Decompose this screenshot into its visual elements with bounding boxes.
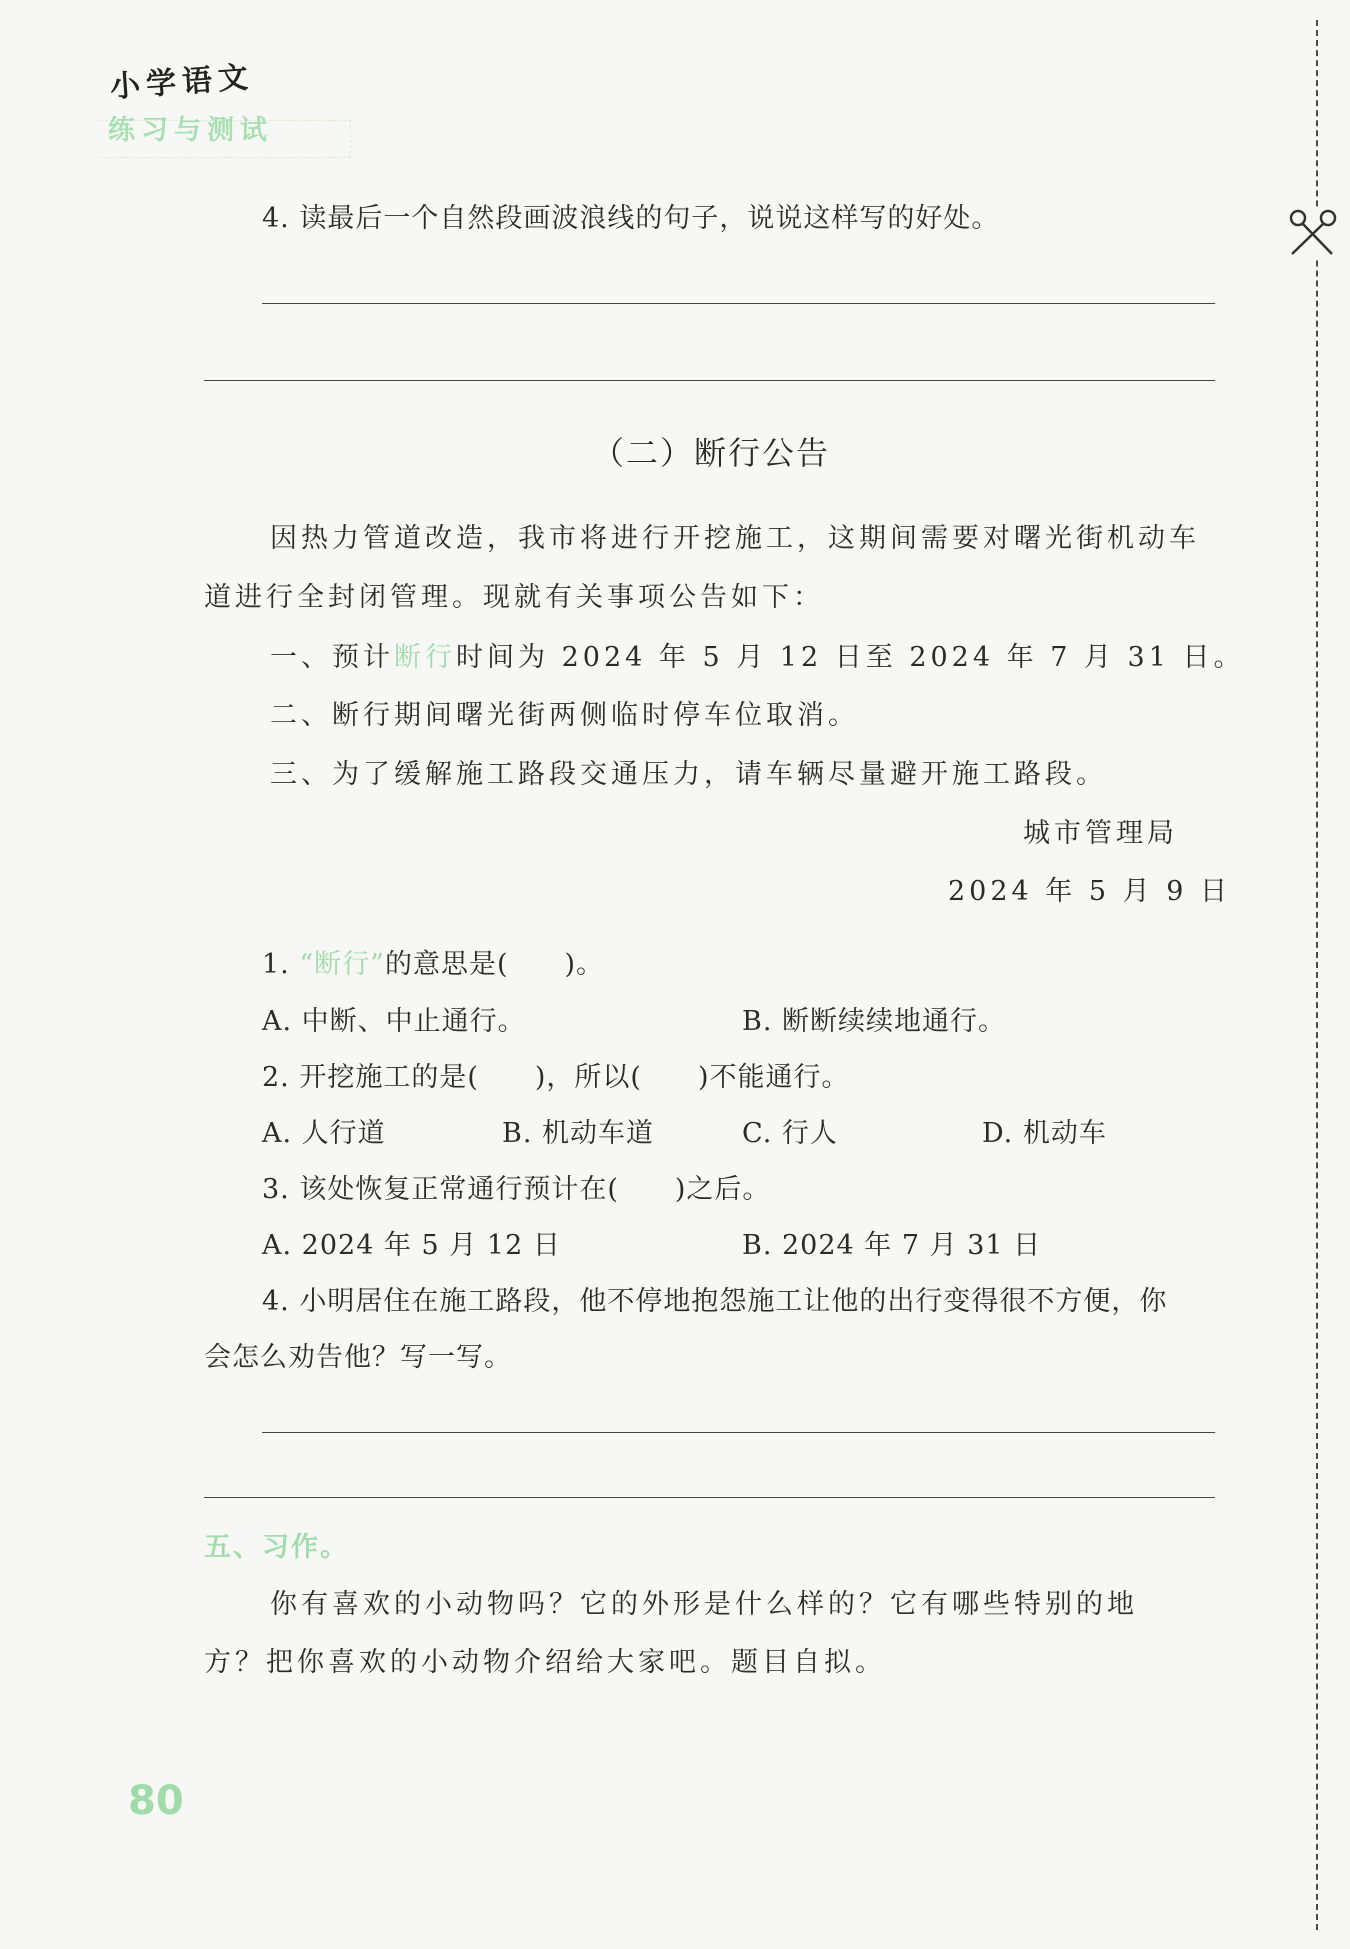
- notice-item-1: [270, 635, 1245, 674]
- question-1-text: 的意思是( )。: [384, 949, 605, 980]
- q3-option-a[interactable]: A. 2024 年 5 月 12 日: [262, 1230, 561, 1261]
- writing-prompt-line1: 你有喜欢的小动物吗？它的外形是什么样的？它有哪些特别的地: [270, 1589, 1138, 1620]
- writing-heading: 五、习作。: [204, 1532, 349, 1563]
- q3-option-b[interactable]: B. 2024 年 7 月 31 日: [742, 1230, 1042, 1261]
- notice-intro-line2: 道进行全封闭管理。现就有关事项公告如下：: [204, 582, 824, 613]
- notice-item-1-suffix: 时间为 2024 年 5 月 12 日至 2024 年 7 月 31 日。: [456, 642, 1245, 673]
- notice-signer: 城市管理局: [1023, 818, 1178, 849]
- q2-option-a[interactable]: A. 人行道: [262, 1118, 386, 1149]
- book-subtitle: 练习与测试: [108, 115, 273, 146]
- answer-line[interactable]: [262, 1432, 1215, 1433]
- answer-line[interactable]: [262, 303, 1215, 304]
- q1-option-a[interactable]: A. 中断、中止通行。: [262, 1006, 526, 1037]
- question-1-number: 1.: [262, 949, 290, 980]
- notice-item-1-prefix: 一、预计: [270, 642, 394, 673]
- page-number: 80: [128, 1778, 184, 1824]
- question-4-line2: 会怎么劝告他？写一写。: [204, 1342, 512, 1373]
- q2-option-d[interactable]: D. 机动车: [982, 1118, 1107, 1149]
- question-1: [262, 942, 604, 981]
- q2-option-c[interactable]: C. 行人: [742, 1118, 838, 1149]
- question-3: 3. 该处恢复正常通行预计在( )之后。: [262, 1174, 771, 1205]
- q1-option-b[interactable]: B. 断断续续地通行。: [742, 1006, 1007, 1037]
- book-title: 小学语文: [109, 59, 256, 105]
- notice-item-2: 二、断行期间曙光街两侧临时停车位取消。: [270, 700, 859, 731]
- cut-line: [1316, 20, 1318, 1930]
- q2-option-b[interactable]: B. 机动车道: [502, 1118, 655, 1149]
- prev-question-4: 4. 读最后一个自然段画波浪线的句子，说说这样写的好处。: [262, 203, 1000, 234]
- scissors-icon: [1286, 208, 1340, 258]
- notice-title: （二）断行公告: [592, 434, 831, 472]
- notice-date: 2024 年 5 月 9 日: [948, 876, 1231, 907]
- question-4-line1: 4. 小明居住在施工路段，他不停地抱怨施工让他的出行变得很不方便，你: [262, 1286, 1168, 1317]
- notice-item-3: 三、为了缓解施工路段交通压力，请车辆尽量避开施工路段。: [270, 759, 1107, 790]
- highlighted-term: “断行”: [299, 949, 385, 980]
- question-2: 2. 开挖施工的是( )，所以( )不能通行。: [262, 1062, 850, 1093]
- highlighted-term: 断行: [394, 642, 456, 673]
- notice-intro-line1: 因热力管道改造，我市将进行开挖施工，这期间需要对曙光街机动车: [270, 523, 1200, 554]
- answer-line[interactable]: [204, 380, 1215, 381]
- answer-line[interactable]: [204, 1497, 1215, 1498]
- writing-prompt-line2: 方？把你喜欢的小动物介绍给大家吧。题目自拟。: [204, 1647, 886, 1678]
